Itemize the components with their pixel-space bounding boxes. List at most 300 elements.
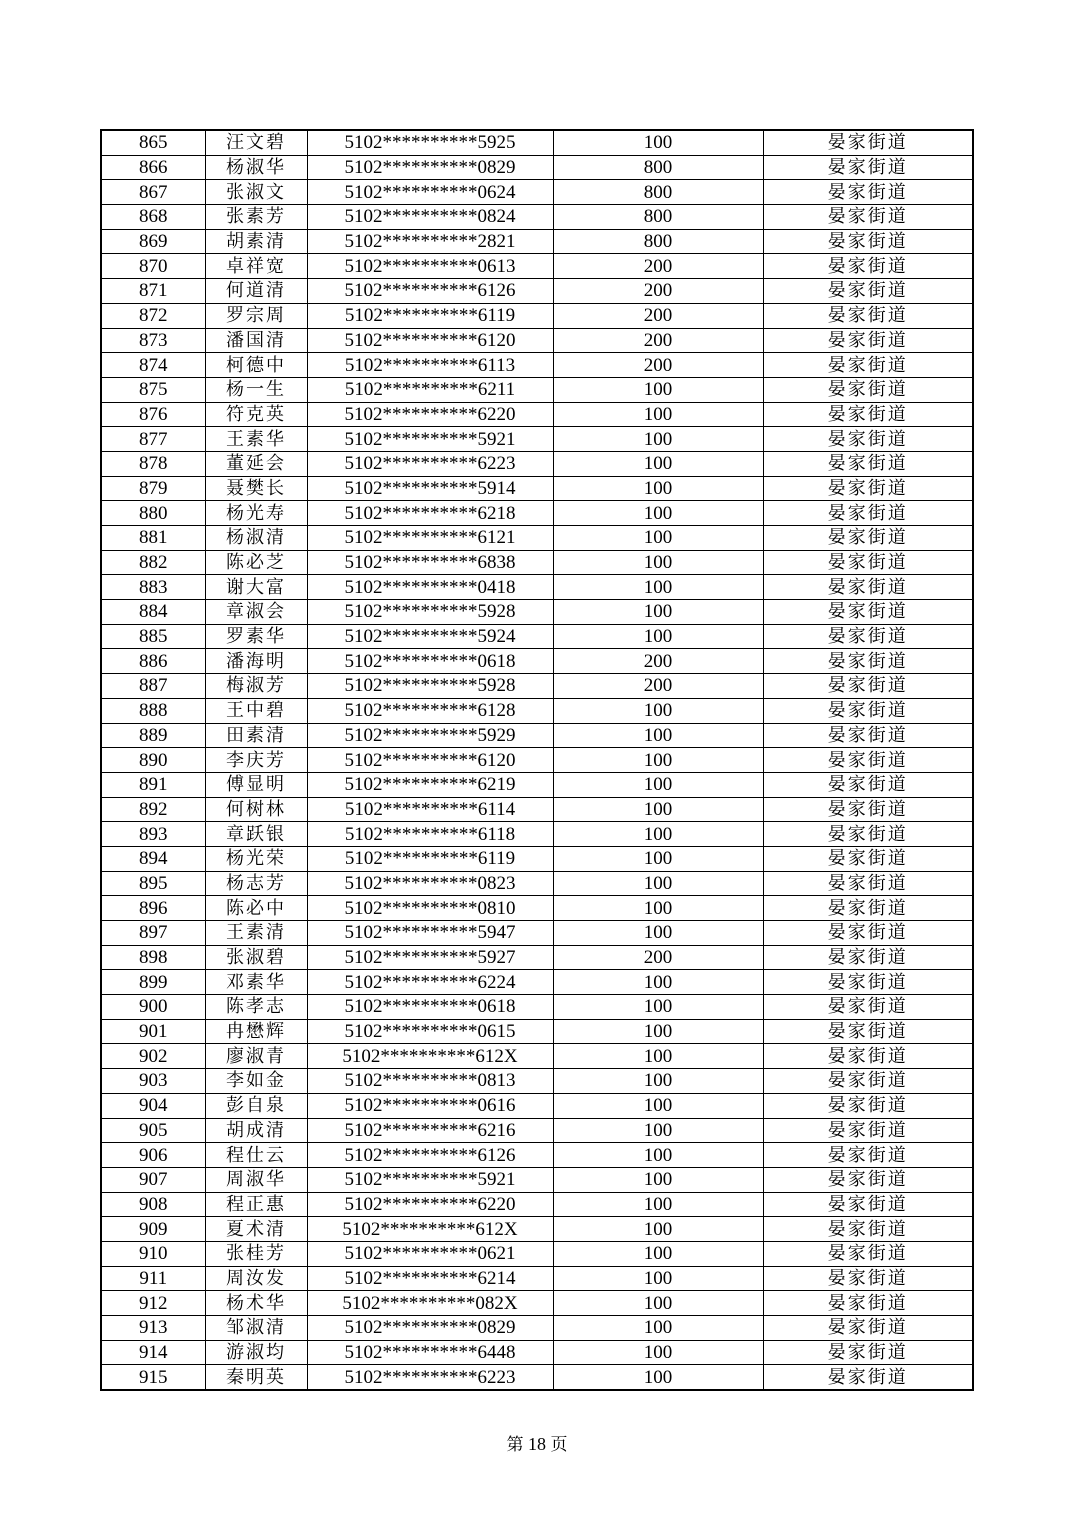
id-number-cell: 5102**********082X [307,1291,553,1316]
table-row [101,945,973,970]
table-row [101,229,973,254]
row-number-cell: 884 [101,600,205,625]
table-row [101,180,973,205]
row-number-cell: 877 [101,427,205,452]
table-row [101,254,973,279]
amount-cell: 100 [553,1365,763,1390]
table-row [101,279,973,304]
row-number-cell: 910 [101,1241,205,1266]
id-number-cell: 5102**********6214 [307,1266,553,1291]
name-cell: 彭自泉 [205,1093,307,1118]
id-number-cell: 5102**********6120 [307,748,553,773]
street-cell: 晏家街道 [763,1340,973,1365]
name-cell: 王素华 [205,427,307,452]
id-number-cell: 5102**********0829 [307,155,553,180]
name-cell: 杨光寿 [205,501,307,526]
row-number-cell: 897 [101,921,205,946]
street-cell: 晏家街道 [763,723,973,748]
street-cell: 晏家街道 [763,303,973,328]
street-cell: 晏家街道 [763,1266,973,1291]
amount-cell: 800 [553,155,763,180]
table-row [101,871,973,896]
id-number-cell: 5102**********0810 [307,896,553,921]
name-cell: 程正惠 [205,1192,307,1217]
row-number-cell: 887 [101,674,205,699]
street-cell: 晏家街道 [763,896,973,921]
name-cell: 罗素华 [205,624,307,649]
amount-cell: 100 [553,1019,763,1044]
row-number-cell: 871 [101,279,205,304]
street-cell: 晏家街道 [763,624,973,649]
row-number-cell: 878 [101,451,205,476]
name-cell: 卓祥宽 [205,254,307,279]
id-number-cell: 5102**********6218 [307,501,553,526]
name-cell: 董延会 [205,451,307,476]
amount-cell: 100 [553,1044,763,1069]
id-number-cell: 5102**********6219 [307,772,553,797]
street-cell: 晏家街道 [763,772,973,797]
amount-cell: 100 [553,1291,763,1316]
street-cell: 晏家街道 [763,921,973,946]
name-cell: 张素芳 [205,205,307,230]
name-cell: 何道清 [205,279,307,304]
row-number-cell: 876 [101,402,205,427]
name-cell: 何树林 [205,797,307,822]
amount-cell: 100 [553,772,763,797]
name-cell: 张淑文 [205,180,307,205]
amount-cell: 100 [553,451,763,476]
amount-cell: 100 [553,550,763,575]
row-number-cell: 906 [101,1143,205,1168]
table-row [101,377,973,402]
amount-cell: 100 [553,921,763,946]
name-cell: 胡成清 [205,1118,307,1143]
table-row [101,550,973,575]
street-cell: 晏家街道 [763,1019,973,1044]
street-cell: 晏家街道 [763,427,973,452]
street-cell: 晏家街道 [763,575,973,600]
name-cell: 梅淑芳 [205,674,307,699]
row-number-cell: 895 [101,871,205,896]
street-cell: 晏家街道 [763,353,973,378]
street-cell: 晏家街道 [763,995,973,1020]
street-cell: 晏家街道 [763,1365,973,1390]
id-number-cell: 5102**********5921 [307,427,553,452]
street-cell: 晏家街道 [763,1167,973,1192]
amount-cell: 100 [553,1143,763,1168]
id-number-cell: 5102**********0613 [307,254,553,279]
name-cell: 杨光荣 [205,846,307,871]
id-number-cell: 5102**********5928 [307,674,553,699]
row-number-cell: 872 [101,303,205,328]
street-cell: 晏家街道 [763,871,973,896]
table-row [101,526,973,551]
row-number-cell: 866 [101,155,205,180]
row-number-cell: 867 [101,180,205,205]
amount-cell: 100 [553,723,763,748]
street-cell: 晏家街道 [763,674,973,699]
name-cell: 潘国清 [205,328,307,353]
row-number-cell: 891 [101,772,205,797]
amount-cell: 100 [553,1167,763,1192]
name-cell: 夏术清 [205,1217,307,1242]
row-number-cell: 903 [101,1069,205,1094]
row-number-cell: 902 [101,1044,205,1069]
row-number-cell: 908 [101,1192,205,1217]
street-cell: 晏家街道 [763,945,973,970]
street-cell: 晏家街道 [763,846,973,871]
amount-cell: 200 [553,649,763,674]
id-number-cell: 5102**********2821 [307,229,553,254]
amount-cell: 200 [553,328,763,353]
id-number-cell: 5102**********0823 [307,871,553,896]
table-row [101,328,973,353]
name-cell: 罗宗周 [205,303,307,328]
name-cell: 周汝发 [205,1266,307,1291]
row-number-cell: 913 [101,1316,205,1341]
row-number-cell: 883 [101,575,205,600]
amount-cell: 100 [553,1340,763,1365]
table-row [101,1316,973,1341]
amount-cell: 100 [553,501,763,526]
name-cell: 胡素清 [205,229,307,254]
id-number-cell: 5102**********5947 [307,921,553,946]
name-cell: 聂樊长 [205,476,307,501]
id-number-cell: 5102**********612X [307,1044,553,1069]
row-number-cell: 900 [101,995,205,1020]
amount-cell: 100 [553,846,763,871]
id-number-cell: 5102**********6118 [307,822,553,847]
row-number-cell: 880 [101,501,205,526]
id-number-cell: 5102**********6120 [307,328,553,353]
street-cell: 晏家街道 [763,526,973,551]
street-cell: 晏家街道 [763,130,973,155]
name-cell: 游淑均 [205,1340,307,1365]
street-cell: 晏家街道 [763,649,973,674]
row-number-cell: 875 [101,377,205,402]
amount-cell: 100 [553,600,763,625]
id-number-cell: 5102**********0824 [307,205,553,230]
street-cell: 晏家街道 [763,698,973,723]
page-suffix: 页 [550,1435,568,1455]
name-cell: 杨一生 [205,377,307,402]
id-number-cell: 5102**********5928 [307,600,553,625]
table-row [101,921,973,946]
name-cell: 谢大富 [205,575,307,600]
name-cell: 傅显明 [205,772,307,797]
street-cell: 晏家街道 [763,1217,973,1242]
id-number-cell: 5102**********6121 [307,526,553,551]
id-number-cell: 5102**********5925 [307,130,553,155]
name-cell: 章跃银 [205,822,307,847]
amount-cell: 100 [553,698,763,723]
amount-cell: 100 [553,1217,763,1242]
id-number-cell: 5102**********6126 [307,1143,553,1168]
name-cell: 陈孝志 [205,995,307,1020]
table-row [101,155,973,180]
amount-cell: 100 [553,1118,763,1143]
name-cell: 陈必芝 [205,550,307,575]
amount-cell: 100 [553,896,763,921]
street-cell: 晏家街道 [763,1044,973,1069]
amount-cell: 100 [553,1093,763,1118]
table-row [101,1118,973,1143]
street-cell: 晏家街道 [763,1069,973,1094]
amount-cell: 200 [553,254,763,279]
amount-cell: 100 [553,1316,763,1341]
table-row [101,995,973,1020]
roster-table-body [101,130,973,1390]
name-cell: 汪文碧 [205,130,307,155]
id-number-cell: 5102**********6216 [307,1118,553,1143]
amount-cell: 100 [553,402,763,427]
amount-cell: 100 [553,822,763,847]
row-number-cell: 865 [101,130,205,155]
table-row [101,427,973,452]
row-number-cell: 889 [101,723,205,748]
table-row [101,1340,973,1365]
table-row [101,1241,973,1266]
row-number-cell: 885 [101,624,205,649]
id-number-cell: 5102**********6119 [307,846,553,871]
id-number-cell: 5102**********6223 [307,1365,553,1390]
street-cell: 晏家街道 [763,550,973,575]
table-row [101,624,973,649]
id-number-cell: 5102**********0618 [307,995,553,1020]
table-row [101,896,973,921]
id-number-cell: 5102**********0829 [307,1316,553,1341]
row-number-cell: 896 [101,896,205,921]
id-number-cell: 5102**********0618 [307,649,553,674]
street-cell: 晏家街道 [763,1291,973,1316]
street-cell: 晏家街道 [763,970,973,995]
row-number-cell: 886 [101,649,205,674]
table-row [101,822,973,847]
amount-cell: 100 [553,871,763,896]
id-number-cell: 5102**********6224 [307,970,553,995]
street-cell: 晏家街道 [763,402,973,427]
street-cell: 晏家街道 [763,1143,973,1168]
table-row [101,698,973,723]
id-number-cell: 5102**********5927 [307,945,553,970]
street-cell: 晏家街道 [763,501,973,526]
name-cell: 杨淑华 [205,155,307,180]
table-row [101,1266,973,1291]
table-row [101,1365,973,1390]
table-row [101,501,973,526]
id-number-cell: 5102**********5929 [307,723,553,748]
street-cell: 晏家街道 [763,797,973,822]
amount-cell: 100 [553,130,763,155]
street-cell: 晏家街道 [763,155,973,180]
table-row [101,1167,973,1192]
street-cell: 晏家街道 [763,328,973,353]
row-number-cell: 874 [101,353,205,378]
id-number-cell: 5102**********0615 [307,1019,553,1044]
id-number-cell: 5102**********612X [307,1217,553,1242]
id-number-cell: 5102**********6119 [307,303,553,328]
row-number-cell: 894 [101,846,205,871]
row-number-cell: 915 [101,1365,205,1390]
name-cell: 陈必中 [205,896,307,921]
row-number-cell: 905 [101,1118,205,1143]
table-row [101,797,973,822]
table-row [101,1143,973,1168]
street-cell: 晏家街道 [763,205,973,230]
street-cell: 晏家街道 [763,600,973,625]
name-cell: 邹淑清 [205,1316,307,1341]
row-number-cell: 888 [101,698,205,723]
id-number-cell: 5102**********5921 [307,1167,553,1192]
id-number-cell: 5102**********0813 [307,1069,553,1094]
amount-cell: 800 [553,180,763,205]
row-number-cell: 870 [101,254,205,279]
street-cell: 晏家街道 [763,279,973,304]
amount-cell: 100 [553,748,763,773]
row-number-cell: 879 [101,476,205,501]
name-cell: 杨淑清 [205,526,307,551]
street-cell: 晏家街道 [763,476,973,501]
name-cell: 程仕云 [205,1143,307,1168]
id-number-cell: 5102**********6211 [307,377,553,402]
table-row [101,1217,973,1242]
street-cell: 晏家街道 [763,180,973,205]
name-cell: 邓素华 [205,970,307,995]
table-row [101,649,973,674]
id-number-cell: 5102**********6448 [307,1340,553,1365]
table-row [101,1192,973,1217]
street-cell: 晏家街道 [763,1241,973,1266]
id-number-cell: 5102**********6223 [307,451,553,476]
name-cell: 周淑华 [205,1167,307,1192]
street-cell: 晏家街道 [763,748,973,773]
id-number-cell: 5102**********0621 [307,1241,553,1266]
name-cell: 杨志芳 [205,871,307,896]
amount-cell: 200 [553,279,763,304]
page-footer [0,1430,1074,1455]
name-cell: 李如金 [205,1069,307,1094]
row-number-cell: 899 [101,970,205,995]
page-prefix: 第 [506,1435,524,1455]
amount-cell: 100 [553,1241,763,1266]
amount-cell: 800 [553,205,763,230]
table-row [101,772,973,797]
name-cell: 廖淑青 [205,1044,307,1069]
amount-cell: 200 [553,303,763,328]
name-cell: 张淑碧 [205,945,307,970]
name-cell: 张桂芳 [205,1241,307,1266]
street-cell: 晏家街道 [763,822,973,847]
row-number-cell: 909 [101,1217,205,1242]
id-number-cell: 5102**********6838 [307,550,553,575]
table-row [101,1044,973,1069]
street-cell: 晏家街道 [763,1192,973,1217]
name-cell: 秦明英 [205,1365,307,1390]
amount-cell: 200 [553,353,763,378]
name-cell: 杨术华 [205,1291,307,1316]
street-cell: 晏家街道 [763,254,973,279]
street-cell: 晏家街道 [763,229,973,254]
amount-cell: 100 [553,526,763,551]
table-row [101,130,973,155]
id-number-cell: 5102**********6128 [307,698,553,723]
row-number-cell: 914 [101,1340,205,1365]
row-number-cell: 904 [101,1093,205,1118]
table-row [101,970,973,995]
table-row [101,1093,973,1118]
street-cell: 晏家街道 [763,451,973,476]
id-number-cell: 5102**********0624 [307,180,553,205]
amount-cell: 100 [553,970,763,995]
table-row [101,600,973,625]
amount-cell: 100 [553,624,763,649]
page-number: 18 [528,1434,546,1454]
row-number-cell: 901 [101,1019,205,1044]
amount-cell: 100 [553,1069,763,1094]
street-cell: 晏家街道 [763,1118,973,1143]
amount-cell: 800 [553,229,763,254]
table-row [101,476,973,501]
table-row [101,748,973,773]
id-number-cell: 5102**********6220 [307,402,553,427]
table-row [101,1019,973,1044]
amount-cell: 100 [553,575,763,600]
street-cell: 晏家街道 [763,1316,973,1341]
row-number-cell: 911 [101,1266,205,1291]
id-number-cell: 5102**********0616 [307,1093,553,1118]
table-row [101,723,973,748]
amount-cell: 100 [553,995,763,1020]
amount-cell: 100 [553,797,763,822]
name-cell: 冉懋辉 [205,1019,307,1044]
subsidy-roster-table [100,129,974,1391]
id-number-cell: 5102**********6126 [307,279,553,304]
name-cell: 章淑会 [205,600,307,625]
id-number-cell: 5102**********5924 [307,624,553,649]
row-number-cell: 892 [101,797,205,822]
row-number-cell: 890 [101,748,205,773]
row-number-cell: 893 [101,822,205,847]
table-row [101,674,973,699]
table-row [101,303,973,328]
id-number-cell: 5102**********6220 [307,1192,553,1217]
table-row [101,846,973,871]
id-number-cell: 5102**********6113 [307,353,553,378]
table-row [101,451,973,476]
row-number-cell: 881 [101,526,205,551]
name-cell: 田素清 [205,723,307,748]
name-cell: 柯德中 [205,353,307,378]
table-row [101,1069,973,1094]
street-cell: 晏家街道 [763,377,973,402]
name-cell: 符克英 [205,402,307,427]
table-row [101,205,973,230]
table-row [101,402,973,427]
row-number-cell: 873 [101,328,205,353]
table-row [101,353,973,378]
row-number-cell: 868 [101,205,205,230]
row-number-cell: 869 [101,229,205,254]
table-row [101,575,973,600]
id-number-cell: 5102**********5914 [307,476,553,501]
name-cell: 李庆芳 [205,748,307,773]
row-number-cell: 898 [101,945,205,970]
table-row [101,1291,973,1316]
amount-cell: 100 [553,427,763,452]
row-number-cell: 907 [101,1167,205,1192]
amount-cell: 200 [553,674,763,699]
amount-cell: 100 [553,1192,763,1217]
